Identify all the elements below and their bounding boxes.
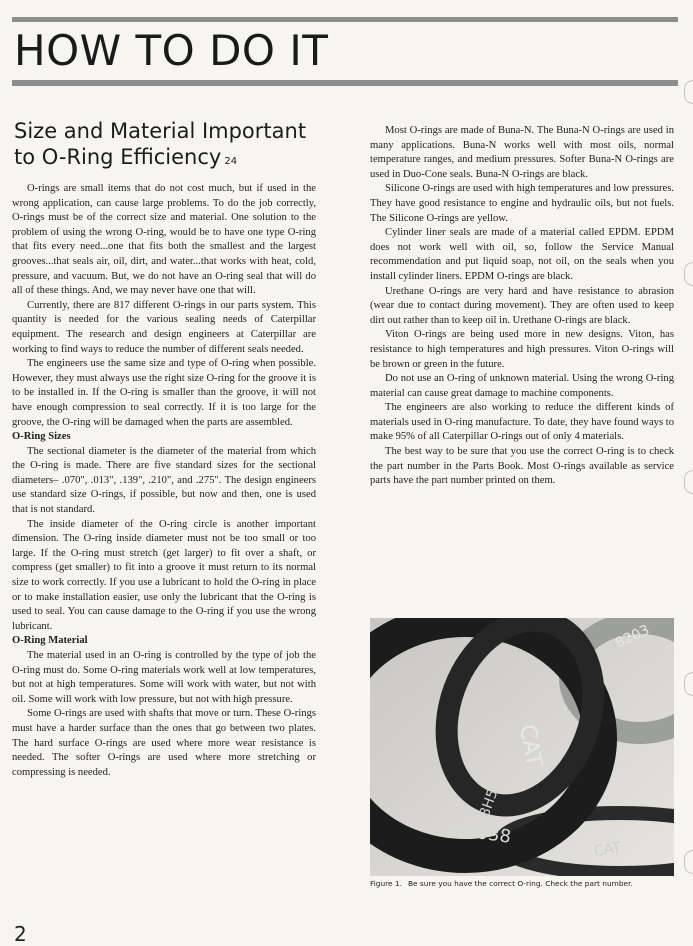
paragraph: Silicone O-rings are used with high temperatures and low pressures. They have good resistance to engine and hydraulic oils, but not fuels. The Silicone O-rings are yellow. xyxy=(370,183,674,224)
header-rule xyxy=(12,80,678,86)
paragraph: The material used in an O-ring is controlled by the type of job the O-ring must do. Some O-ring materials work well at low temperatures, but not at high temperatures. Some will work with water, but not with oil. Some will work with low pressure, but not with high pressure. xyxy=(12,650,316,705)
article-title xyxy=(14,118,324,175)
o-ring-illustration xyxy=(370,618,674,876)
article-title-ref: 24 xyxy=(224,156,238,167)
article-title-text: Size and Material Important to O-Ring Efficiency xyxy=(14,119,307,169)
paragraph: Currently, there are 817 different O-rings in our parts system. This quantity is needed for the various sealing needs of Caterpillar equipment. The research and design engineers at Caterpillar are working to find ways to reduce the number of different seals needed. xyxy=(12,299,316,355)
paragraph: Some O-rings are used with shafts that move or turn. These O-rings must have a harder surface than the ones that go between two plates. The hard surface O-rings are used where more wear resistance is needed. The softer O-rings are used where more stretching or compressing is needed. xyxy=(12,708,316,778)
edge-mark xyxy=(684,850,693,874)
page-title: HOW TO DO IT xyxy=(14,26,329,75)
left-column xyxy=(12,182,316,780)
paragraph: The inside diameter of the O-ring circle is another important dimension. The O-ring inside diameter must not be too small or too large. If the O-ring must stretch (get larger) to fit over a shaft, or compress (get smaller) to fit into a groove it must return to its normal size to work correctly. If you use a lubricant to hold the O-ring in place or to make installation easier, use only the lubricant that the O-ring is used to seal. You can cause damage to the O-ring if you use the wrong lubricant. xyxy=(12,518,316,632)
figure-caption-text: Be sure you have the correct O-ring. Check the part number. xyxy=(407,879,633,888)
paragraph: The sectional diameter is the diameter of the material from which the O-ring is made. There are five standard sizes for the sectional diameters– .070", .013", .139", .210", and .275". The design engineers use standard size O-rings, if possible, but now and then, one is used that is not standard. xyxy=(12,445,316,516)
paragraph: Most O-rings are made of Buna-N. The Buna-N O-rings are used in many applications. Buna-N works well with most oils, normal temperature ranges, and medium pressures. Softer Buna-N O-rings are used in Duo-Cone seals. Buna-N O-rings are black. xyxy=(370,125,674,180)
section-heading-material: O-Ring Material xyxy=(12,635,88,647)
edge-mark xyxy=(684,470,693,494)
paragraph: The engineers are also working to reduce the different kinds of materials used in O-ring manufacture. To date, they have found ways to make 95% of all Caterpillar O-rings out of only 4 materials. xyxy=(370,402,674,443)
paragraph: Cylinder liner seals are made of a material called EPDM. EPDM does not work well with oil, so, follow the Service Manual recommendation and put liquid soap, not oil, on the seals when you install cylinder liners. EPDM O-rings are black. xyxy=(370,227,674,282)
edge-mark xyxy=(684,262,693,286)
ring-label: 5H8038 xyxy=(439,817,513,848)
ring-label: CAT xyxy=(514,722,547,769)
paragraph: The best way to be sure that you use the correct O-ring is to check the part number in the Parts Book. Most O-rings available as service parts have the part number printed on them. xyxy=(370,446,674,487)
top-rule xyxy=(12,17,678,22)
page-number: 2 xyxy=(14,922,27,946)
ring-label: 8H5 xyxy=(476,787,502,820)
section-heading-sizes: O-Ring Sizes xyxy=(12,431,71,443)
paragraph: O-rings are small items that do not cost much, but if used in the wrong application, can cause large problems. To do the job correctly, O-rings must be of the correct size and material. One solution to the problem of using the wrong O-ring, would be to have one type O-ring that fits every need...one that fits both the smallest and the largest grooves...that seals air, oil, dirt, and water...that works with heat, cold, pressure, and vacuum. But, we do not have an O-ring seal that will do all of these things. And, we may never have one that will. xyxy=(12,183,316,297)
o-ring-photo xyxy=(370,618,674,876)
paragraph: Urethane O-rings are very hard and have resistance to abrasion (wear due to contact during movement). They are often used to keep dirt out rather than to keep oil in. Urethane O-rings are black. xyxy=(370,285,674,326)
paragraph: Do not use an O-ring of unknown material. Using the wrong O-ring material can cause great damage to machine components. xyxy=(370,373,674,399)
edge-mark xyxy=(684,672,693,696)
paragraph: The engineers use the same size and type of O-ring when possible. However, they must always use the right size O-ring for the groove it is to be installed in. If the O-ring is smaller than the groove, it will not have enough compression to seal correctly. If it is too large for the groove, the O-ring will be damaged when the parts are assembled. xyxy=(12,358,316,428)
right-column xyxy=(370,124,674,489)
ring-label: CAT xyxy=(592,839,623,860)
edge-mark xyxy=(684,80,693,104)
ring-label: 8203 xyxy=(612,622,652,652)
paragraph: Viton O-rings are being used more in new designs. Viton, has resistance to high temperatures and high pressures. Viton O-rings will be brown or green in the future. xyxy=(370,329,674,370)
figure-caption xyxy=(370,879,674,889)
figure-caption-label: Figure 1. xyxy=(370,879,402,888)
